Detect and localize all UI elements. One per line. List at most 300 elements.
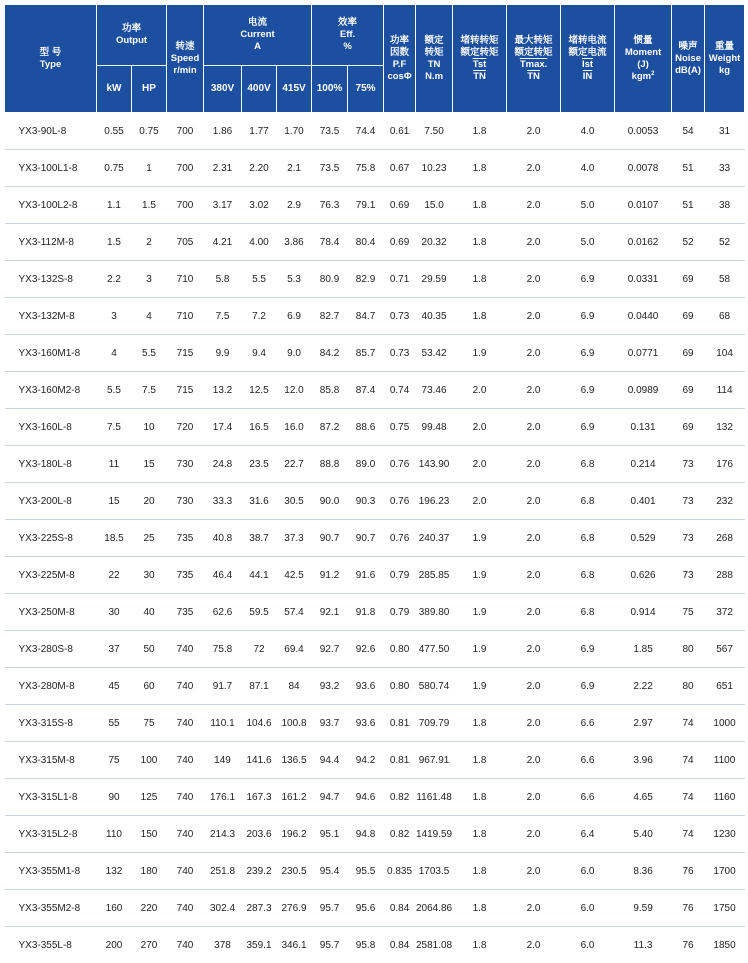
- table-cell: 268: [705, 520, 745, 557]
- table-cell: 29.59: [416, 261, 453, 298]
- table-row: [5, 372, 745, 409]
- table-cell: 1850: [705, 927, 745, 963]
- table-cell: 92.1: [312, 594, 348, 631]
- table-cell: 60: [132, 668, 167, 705]
- table-cell: 2.0: [507, 409, 561, 446]
- table-row: [5, 557, 745, 594]
- table-cell: 2.0: [507, 557, 561, 594]
- table-cell: 0.75: [97, 150, 132, 187]
- table-cell: 203.6: [242, 816, 277, 853]
- table-cell: 220: [132, 890, 167, 927]
- table-cell: 84: [277, 668, 312, 705]
- table-cell: 6.9: [561, 298, 615, 335]
- table-cell: 2.0: [507, 224, 561, 261]
- table-row: [5, 409, 745, 446]
- table-cell: 125: [132, 779, 167, 816]
- table-cell: 651: [705, 668, 745, 705]
- col-380v-header: 380V: [204, 66, 242, 113]
- table-cell: 6.9: [561, 631, 615, 668]
- table-cell: 1703.5: [416, 853, 453, 890]
- table-cell: 0.0162: [615, 224, 672, 261]
- table-cell: 82.9: [348, 261, 384, 298]
- table-cell: 720: [167, 409, 204, 446]
- table-cell: 700: [167, 113, 204, 150]
- table-cell: 93.6: [348, 705, 384, 742]
- table-cell: 31.6: [242, 483, 277, 520]
- table-cell: 78.4: [312, 224, 348, 261]
- table-cell: 76.3: [312, 187, 348, 224]
- table-cell: 38: [705, 187, 745, 224]
- table-cell: 700: [167, 150, 204, 187]
- table-cell: 4: [97, 335, 132, 372]
- model-type-cell: YX3-132S-8: [5, 261, 97, 298]
- table-cell: 6.8: [561, 520, 615, 557]
- table-cell: 95.4: [312, 853, 348, 890]
- table-cell: 87.1: [242, 668, 277, 705]
- table-cell: 0.84: [384, 927, 416, 963]
- table-cell: 0.61: [384, 113, 416, 150]
- table-cell: 104.6: [242, 705, 277, 742]
- table-cell: 0.529: [615, 520, 672, 557]
- table-cell: 7.50: [416, 113, 453, 150]
- table-cell: 4.21: [204, 224, 242, 261]
- table-cell: 30.5: [277, 483, 312, 520]
- table-cell: 0.55: [97, 113, 132, 150]
- table-cell: 1750: [705, 890, 745, 927]
- col-tn-header: 额定 转矩 TN N.m: [416, 5, 453, 113]
- table-cell: 73.46: [416, 372, 453, 409]
- table-cell: 90.3: [348, 483, 384, 520]
- col-output-header: 功率 Output: [97, 5, 167, 66]
- table-cell: 85.8: [312, 372, 348, 409]
- table-cell: 0.76: [384, 446, 416, 483]
- table-cell: 6.8: [561, 594, 615, 631]
- table-cell: 93.2: [312, 668, 348, 705]
- table-cell: 53.42: [416, 335, 453, 372]
- table-cell: 141.6: [242, 742, 277, 779]
- model-type-cell: YX3-355M1-8: [5, 853, 97, 890]
- table-cell: 0.835: [384, 853, 416, 890]
- col-weight-header: 重量 Weight kg: [705, 5, 745, 113]
- table-cell: 51: [672, 187, 705, 224]
- table-cell: 88.6: [348, 409, 384, 446]
- table-cell: 0.80: [384, 631, 416, 668]
- table-row: [5, 446, 745, 483]
- table-cell: 6.8: [561, 446, 615, 483]
- table-cell: 80.9: [312, 261, 348, 298]
- table-cell: 0.73: [384, 298, 416, 335]
- table-cell: 69: [672, 261, 705, 298]
- table-cell: 0.81: [384, 705, 416, 742]
- table-cell: 3.02: [242, 187, 277, 224]
- table-cell: 73: [672, 446, 705, 483]
- model-type-cell: YX3-225S-8: [5, 520, 97, 557]
- table-cell: 740: [167, 705, 204, 742]
- table-cell: 3: [132, 261, 167, 298]
- table-row: [5, 668, 745, 705]
- table-cell: 93.7: [312, 705, 348, 742]
- table-cell: 57.4: [277, 594, 312, 631]
- table-cell: 0.67: [384, 150, 416, 187]
- table-cell: 0.69: [384, 187, 416, 224]
- table-cell: 389.80: [416, 594, 453, 631]
- table-cell: 0.0440: [615, 298, 672, 335]
- table-cell: 1.8: [453, 853, 507, 890]
- table-cell: 378: [204, 927, 242, 963]
- table-cell: 25: [132, 520, 167, 557]
- col-eff-header: 效率 Eff. %: [312, 5, 384, 66]
- model-type-cell: YX3-280S-8: [5, 631, 97, 668]
- col-hp-header: HP: [132, 66, 167, 113]
- table-cell: 55: [97, 705, 132, 742]
- table-cell: 30: [132, 557, 167, 594]
- table-cell: 2.0: [507, 594, 561, 631]
- table-cell: 6.0: [561, 927, 615, 963]
- table-cell: 2.31: [204, 150, 242, 187]
- col-415v-header: 415V: [277, 66, 312, 113]
- model-type-cell: YX3-90L-8: [5, 113, 97, 150]
- table-cell: 730: [167, 446, 204, 483]
- table-cell: 2.20: [242, 150, 277, 187]
- table-cell: 288: [705, 557, 745, 594]
- table-cell: 1.77: [242, 113, 277, 150]
- table-cell: 6.9: [561, 335, 615, 372]
- table-cell: 0.81: [384, 742, 416, 779]
- col-tst-tn-header: 堵转转矩 额定转矩 $\overline{Tst}$ $\overline{TN}$: [453, 5, 507, 113]
- table-cell: 0.626: [615, 557, 672, 594]
- table-cell: 2.0: [453, 372, 507, 409]
- table-cell: 7.5: [132, 372, 167, 409]
- table-cell: 37: [97, 631, 132, 668]
- table-cell: 30: [97, 594, 132, 631]
- table-cell: 93.6: [348, 668, 384, 705]
- model-type-cell: YX3-250M-8: [5, 594, 97, 631]
- table-cell: 87.2: [312, 409, 348, 446]
- table-cell: 6.9: [277, 298, 312, 335]
- table-cell: 95.8: [348, 927, 384, 963]
- table-cell: 6.9: [561, 261, 615, 298]
- table-cell: 87.4: [348, 372, 384, 409]
- model-type-cell: YX3-100L2-8: [5, 187, 97, 224]
- table-cell: 62.6: [204, 594, 242, 631]
- table-cell: 89.0: [348, 446, 384, 483]
- table-cell: 3: [97, 298, 132, 335]
- table-cell: 16.5: [242, 409, 277, 446]
- table-cell: 6.9: [561, 372, 615, 409]
- table-cell: 1.8: [453, 927, 507, 963]
- table-cell: 73: [672, 520, 705, 557]
- table-cell: 230.5: [277, 853, 312, 890]
- col-eff75-header: 75%: [348, 66, 384, 113]
- table-cell: 5.5: [132, 335, 167, 372]
- table-cell: 10.23: [416, 150, 453, 187]
- table-row: [5, 594, 745, 631]
- table-cell: 75: [97, 742, 132, 779]
- table-cell: 2.1: [277, 150, 312, 187]
- table-cell: 143.90: [416, 446, 453, 483]
- model-type-cell: YX3-355M2-8: [5, 890, 97, 927]
- table-cell: 75: [672, 594, 705, 631]
- table-cell: 6.8: [561, 557, 615, 594]
- table-row: [5, 631, 745, 668]
- table-cell: 80: [672, 631, 705, 668]
- table-cell: 69: [672, 409, 705, 446]
- table-row: [5, 853, 745, 890]
- table-cell: 75: [132, 705, 167, 742]
- table-cell: 7.5: [204, 298, 242, 335]
- table-cell: 0.69: [384, 224, 416, 261]
- col-eff100-header: 100%: [312, 66, 348, 113]
- table-cell: 38.7: [242, 520, 277, 557]
- col-400v-header: 400V: [242, 66, 277, 113]
- table-cell: 9.4: [242, 335, 277, 372]
- table-cell: 37.3: [277, 520, 312, 557]
- table-cell: 33: [705, 150, 745, 187]
- table-cell: 180: [132, 853, 167, 890]
- table-cell: 1.86: [204, 113, 242, 150]
- table-cell: 176: [705, 446, 745, 483]
- table-cell: 167.3: [242, 779, 277, 816]
- table-cell: 735: [167, 594, 204, 631]
- table-cell: 11.3: [615, 927, 672, 963]
- table-cell: 1.9: [453, 668, 507, 705]
- table-cell: 4.00: [242, 224, 277, 261]
- table-cell: 74: [672, 705, 705, 742]
- table-cell: 196.23: [416, 483, 453, 520]
- table-cell: 1.9: [453, 520, 507, 557]
- table-row: [5, 261, 745, 298]
- table-cell: 2.0: [453, 483, 507, 520]
- table-cell: 4.0: [561, 113, 615, 150]
- table-cell: 2.0: [507, 705, 561, 742]
- table-cell: 4.65: [615, 779, 672, 816]
- table-cell: 2.0: [507, 890, 561, 927]
- table-cell: 5.0: [561, 187, 615, 224]
- table-cell: 567: [705, 631, 745, 668]
- table-cell: 1.9: [453, 335, 507, 372]
- table-cell: 2.22: [615, 668, 672, 705]
- table-cell: 0.79: [384, 594, 416, 631]
- table-cell: 1160: [705, 779, 745, 816]
- table-cell: 0.73: [384, 335, 416, 372]
- table-cell: 0.214: [615, 446, 672, 483]
- table-cell: 4.0: [561, 150, 615, 187]
- table-cell: 1.9: [453, 594, 507, 631]
- table-row: [5, 335, 745, 372]
- table-cell: 91.7: [204, 668, 242, 705]
- table-cell: 0.79: [384, 557, 416, 594]
- table-cell: 6.9: [561, 668, 615, 705]
- table-cell: 276.9: [277, 890, 312, 927]
- table-cell: 740: [167, 890, 204, 927]
- table-cell: 58: [705, 261, 745, 298]
- table-cell: 1.8: [453, 113, 507, 150]
- table-cell: 730: [167, 483, 204, 520]
- table-cell: 2.0: [507, 261, 561, 298]
- table-cell: 1.8: [453, 187, 507, 224]
- table-cell: 99.48: [416, 409, 453, 446]
- table-cell: 90: [97, 779, 132, 816]
- table-cell: 69: [672, 298, 705, 335]
- table-cell: 1.5: [132, 187, 167, 224]
- col-noise-header: 噪声 Noise dB(A): [672, 5, 705, 113]
- table-cell: 1.8: [453, 816, 507, 853]
- table-cell: 22.7: [277, 446, 312, 483]
- table-cell: 40.8: [204, 520, 242, 557]
- table-cell: 740: [167, 853, 204, 890]
- model-type-cell: YX3-225M-8: [5, 557, 97, 594]
- table-cell: 74.4: [348, 113, 384, 150]
- table-cell: 1.9: [453, 557, 507, 594]
- table-cell: 2.0: [507, 520, 561, 557]
- table-cell: 0.401: [615, 483, 672, 520]
- table-cell: 709.79: [416, 705, 453, 742]
- table-cell: 40.35: [416, 298, 453, 335]
- spec-table-body: [5, 113, 745, 963]
- table-cell: 740: [167, 927, 204, 963]
- model-type-cell: YX3-355L-8: [5, 927, 97, 963]
- table-row: [5, 150, 745, 187]
- table-cell: 31: [705, 113, 745, 150]
- table-cell: 80.4: [348, 224, 384, 261]
- table-cell: 84.2: [312, 335, 348, 372]
- table-cell: 73: [672, 483, 705, 520]
- table-cell: 94.6: [348, 779, 384, 816]
- table-cell: 2.0: [507, 483, 561, 520]
- table-cell: 8.36: [615, 853, 672, 890]
- header-row-1: [5, 5, 745, 66]
- table-cell: 285.85: [416, 557, 453, 594]
- table-cell: 95.1: [312, 816, 348, 853]
- table-cell: 251.8: [204, 853, 242, 890]
- table-cell: 0.0053: [615, 113, 672, 150]
- table-cell: 44.1: [242, 557, 277, 594]
- table-cell: 2.97: [615, 705, 672, 742]
- table-cell: 1.8: [453, 705, 507, 742]
- table-cell: 0.131: [615, 409, 672, 446]
- table-cell: 2.0: [507, 668, 561, 705]
- table-cell: 176.1: [204, 779, 242, 816]
- table-cell: 1.8: [453, 742, 507, 779]
- table-cell: 92.6: [348, 631, 384, 668]
- table-cell: 1000: [705, 705, 745, 742]
- table-cell: 12.5: [242, 372, 277, 409]
- table-cell: 5.3: [277, 261, 312, 298]
- table-cell: 1.8: [453, 224, 507, 261]
- table-cell: 1.9: [453, 631, 507, 668]
- table-cell: 94.2: [348, 742, 384, 779]
- model-type-cell: YX3-132M-8: [5, 298, 97, 335]
- table-row: [5, 113, 745, 150]
- table-cell: 2.0: [507, 335, 561, 372]
- table-cell: 1.8: [453, 779, 507, 816]
- col-current-header: 电流 Current A: [204, 5, 312, 66]
- table-cell: 95.7: [312, 890, 348, 927]
- table-cell: 2.0: [507, 150, 561, 187]
- table-cell: 359.1: [242, 927, 277, 963]
- table-cell: 6.0: [561, 890, 615, 927]
- table-cell: 69: [672, 335, 705, 372]
- table-row: [5, 520, 745, 557]
- table-cell: 91.8: [348, 594, 384, 631]
- table-cell: 1: [132, 150, 167, 187]
- table-cell: 710: [167, 261, 204, 298]
- table-cell: 5.5: [242, 261, 277, 298]
- table-cell: 80: [672, 668, 705, 705]
- table-row: [5, 483, 745, 520]
- table-cell: 68: [705, 298, 745, 335]
- table-cell: 90.0: [312, 483, 348, 520]
- table-cell: 51: [672, 150, 705, 187]
- table-cell: 92.7: [312, 631, 348, 668]
- col-moment-header: 惯量 Moment (J) kgm$^2$: [615, 5, 672, 113]
- table-cell: 214.3: [204, 816, 242, 853]
- table-cell: 90.7: [312, 520, 348, 557]
- table-cell: 1.8: [453, 298, 507, 335]
- col-ist-in-header: 堵转电流 额定电流 $\overline{Ist}$ $\overline{IN}$: [561, 5, 615, 113]
- table-cell: 1419.59: [416, 816, 453, 853]
- model-type-cell: YX3-160M1-8: [5, 335, 97, 372]
- table-cell: 73.5: [312, 113, 348, 150]
- table-cell: 715: [167, 372, 204, 409]
- table-cell: 2.0: [507, 187, 561, 224]
- table-cell: 1.70: [277, 113, 312, 150]
- table-cell: 2: [132, 224, 167, 261]
- table-row: [5, 890, 745, 927]
- table-cell: 6.4: [561, 816, 615, 853]
- table-cell: 196.2: [277, 816, 312, 853]
- table-cell: 270: [132, 927, 167, 963]
- table-cell: 94.7: [312, 779, 348, 816]
- table-cell: 45: [97, 668, 132, 705]
- table-cell: 1.5: [97, 224, 132, 261]
- table-cell: 46.4: [204, 557, 242, 594]
- table-cell: 33.3: [204, 483, 242, 520]
- table-cell: 200: [97, 927, 132, 963]
- table-cell: 0.76: [384, 483, 416, 520]
- table-cell: 85.7: [348, 335, 384, 372]
- table-cell: 73.5: [312, 150, 348, 187]
- table-cell: 9.59: [615, 890, 672, 927]
- table-row: [5, 927, 745, 963]
- table-cell: 22: [97, 557, 132, 594]
- table-cell: 12.0: [277, 372, 312, 409]
- table-cell: 95.7: [312, 927, 348, 963]
- table-cell: 1100: [705, 742, 745, 779]
- table-cell: 5.8: [204, 261, 242, 298]
- table-cell: 76: [672, 890, 705, 927]
- table-cell: 239.2: [242, 853, 277, 890]
- table-cell: 2.0: [507, 298, 561, 335]
- table-cell: 3.17: [204, 187, 242, 224]
- table-row: [5, 224, 745, 261]
- col-pf-header: 功率 因数 P.F cosΦ: [384, 5, 416, 113]
- table-cell: 1230: [705, 816, 745, 853]
- table-cell: 740: [167, 816, 204, 853]
- table-cell: 0.82: [384, 816, 416, 853]
- table-cell: 6.0: [561, 853, 615, 890]
- table-cell: 0.76: [384, 520, 416, 557]
- table-cell: 2.9: [277, 187, 312, 224]
- table-cell: 91.2: [312, 557, 348, 594]
- table-row: [5, 779, 745, 816]
- table-cell: 59.5: [242, 594, 277, 631]
- table-cell: 100.8: [277, 705, 312, 742]
- table-cell: 104: [705, 335, 745, 372]
- table-cell: 136.5: [277, 742, 312, 779]
- table-cell: 287.3: [242, 890, 277, 927]
- table-cell: 74: [672, 816, 705, 853]
